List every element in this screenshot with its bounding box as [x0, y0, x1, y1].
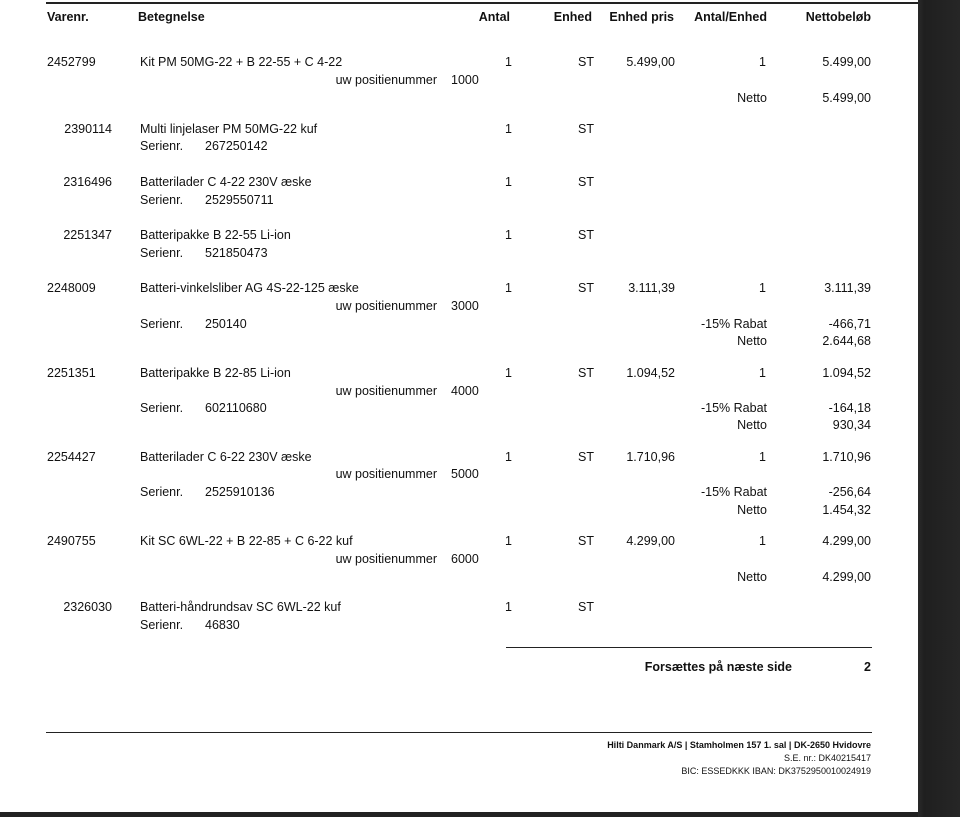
footer-rule: [46, 732, 872, 733]
item-netto-value: 5.499,00: [822, 91, 871, 105]
item-nr: 2248009: [47, 281, 96, 295]
item-pris: 5.499,00: [626, 55, 675, 69]
item-enhed: ST: [578, 122, 594, 136]
item-enhed: ST: [578, 450, 594, 464]
item-desc: Batteripakke B 22-55 Li-ion: [140, 228, 291, 242]
item-antal: 1: [505, 175, 512, 189]
item-netto-belob: 3.111,39: [824, 281, 871, 295]
item-antal: 1: [505, 55, 512, 69]
item-pris: 3.111,39: [628, 281, 675, 295]
item-serie-value: 2529550711: [205, 193, 274, 207]
header-enhed-pris: Enhed pris: [609, 10, 674, 24]
item-antal-enhed: 1: [759, 366, 766, 380]
item-rabat-value: -466,71: [828, 317, 871, 331]
item-pos-label: uw positienummer: [335, 467, 437, 481]
item-desc: Batteripakke B 22-85 Li-ion: [140, 366, 291, 380]
item-desc: Kit SC 6WL-22 + B 22-85 + C 6-22 kuf: [140, 534, 353, 548]
item-desc: Batteri-vinkelsliber AG 4S-22-125 æske: [140, 281, 359, 295]
item-netto-value: 2.644,68: [822, 334, 871, 348]
item-netto-value: 1.454,32: [822, 503, 871, 517]
item-netto-belob: 1.094,52: [822, 366, 871, 380]
item-serie-label: Serienr.: [140, 193, 184, 207]
header-antal-enhed: Antal/Enhed: [694, 10, 767, 24]
footer-company: Hilti Danmark A/S | Stamholmen 157 1. sal | DK-2650 Hvidovre: [607, 740, 871, 750]
header-nettobelob: Nettobeløb: [805, 10, 871, 24]
item-pos-value: 6000: [451, 552, 479, 566]
item-antal: 1: [505, 450, 512, 464]
item-antal: 1: [505, 366, 512, 380]
item-serie-value: 46830: [205, 618, 240, 632]
item-pris: 1.094,52: [626, 366, 675, 380]
item-netto-label: Netto: [737, 570, 767, 584]
continue-label: Forsættes på næste side: [644, 660, 792, 674]
item-nr: 2326030: [63, 600, 112, 614]
item-serie-label: Serienr.: [140, 485, 184, 499]
item-antal-enhed: 1: [759, 450, 766, 464]
item-pris: 4.299,00: [626, 534, 675, 548]
item-enhed: ST: [578, 175, 594, 189]
item-serie-value: 602110680: [205, 401, 267, 415]
item-antal: 1: [505, 534, 512, 548]
footer-se-nr: S.E. nr.: DK40215417: [783, 753, 871, 763]
item-enhed: ST: [578, 281, 594, 295]
page-number: 2: [864, 660, 871, 674]
item-desc: Batterilader C 4-22 230V æske: [140, 175, 312, 189]
item-enhed: ST: [578, 600, 594, 614]
header-betegnelse: Betegnelse: [138, 10, 205, 24]
item-netto-label: Netto: [737, 418, 767, 432]
item-nr: 2452799: [47, 55, 96, 69]
item-enhed: ST: [578, 228, 594, 242]
item-antal: 1: [505, 228, 512, 242]
item-serie-value: 267250142: [205, 139, 268, 153]
item-pos-label: uw positienummer: [335, 384, 437, 398]
item-pos-value: 3000: [451, 299, 479, 313]
item-nr: 2316496: [63, 175, 112, 189]
subtotal-rule: [506, 647, 872, 648]
item-netto-belob: 4.299,00: [822, 534, 871, 548]
item-desc: Batterilader C 6-22 230V æske: [140, 450, 312, 464]
item-rabat-value: -164,18: [828, 401, 871, 415]
item-serie-value: 521850473: [205, 246, 268, 260]
item-nr: 2490755: [47, 534, 96, 548]
item-serie-label: Serienr.: [140, 618, 184, 632]
header-antal: Antal: [478, 10, 510, 24]
item-desc: Kit PM 50MG-22 + B 22-55 + C 4-22: [140, 55, 343, 69]
item-pos-value: 5000: [451, 467, 479, 481]
item-enhed: ST: [578, 55, 594, 69]
item-antal: 1: [505, 600, 512, 614]
item-nr: 2251347: [63, 228, 112, 242]
item-netto-label: Netto: [737, 503, 767, 517]
item-desc: Batteri-håndrundsav SC 6WL-22 kuf: [140, 600, 341, 614]
header-enhed: Enhed: [553, 10, 592, 24]
item-antal: 1: [505, 281, 512, 295]
item-pos-value: 1000: [451, 73, 479, 87]
item-enhed: ST: [578, 534, 594, 548]
item-rabat-label: -15% Rabat: [700, 401, 767, 415]
item-netto-belob: 5.499,00: [822, 55, 871, 69]
item-pos-label: uw positienummer: [335, 73, 437, 87]
item-serie-value: 250140: [205, 317, 247, 331]
page-bottom-edge: [0, 812, 918, 817]
item-nr: 2390114: [64, 122, 112, 136]
header-varenr: Varenr.: [47, 10, 89, 24]
item-nr: 2254427: [47, 450, 96, 464]
item-pos-value: 4000: [451, 384, 479, 398]
item-antal: 1: [505, 122, 512, 136]
item-netto-label: Netto: [737, 334, 767, 348]
item-netto-value: 930,34: [832, 418, 871, 432]
item-desc: Multi linjelaser PM 50MG-22 kuf: [140, 122, 318, 136]
item-rabat-label: -15% Rabat: [700, 317, 767, 331]
item-serie-label: Serienr.: [140, 246, 184, 260]
item-enhed: ST: [578, 366, 594, 380]
item-pris: 1.710,96: [626, 450, 675, 464]
item-antal-enhed: 1: [759, 281, 766, 295]
item-serie-label: Serienr.: [140, 317, 184, 331]
item-pos-label: uw positienummer: [335, 552, 437, 566]
item-antal-enhed: 1: [759, 55, 766, 69]
item-netto-belob: 1.710,96: [822, 450, 871, 464]
item-rabat-label: -15% Rabat: [700, 485, 767, 499]
page-edge-shadow: [918, 0, 960, 817]
item-serie-value: 2525910136: [205, 485, 275, 499]
item-pos-label: uw positienummer: [335, 299, 437, 313]
item-serie-label: Serienr.: [140, 401, 184, 415]
item-antal-enhed: 1: [759, 534, 766, 548]
item-netto-label: Netto: [737, 91, 767, 105]
item-rabat-value: -256,64: [828, 485, 871, 499]
item-netto-value: 4.299,00: [822, 570, 871, 584]
footer-bank: BIC: ESSEDKKK IBAN: DK3752950010024919: [681, 766, 871, 776]
item-serie-label: Serienr.: [140, 139, 184, 153]
item-nr: 2251351: [47, 366, 96, 380]
top-rule: [46, 2, 918, 4]
